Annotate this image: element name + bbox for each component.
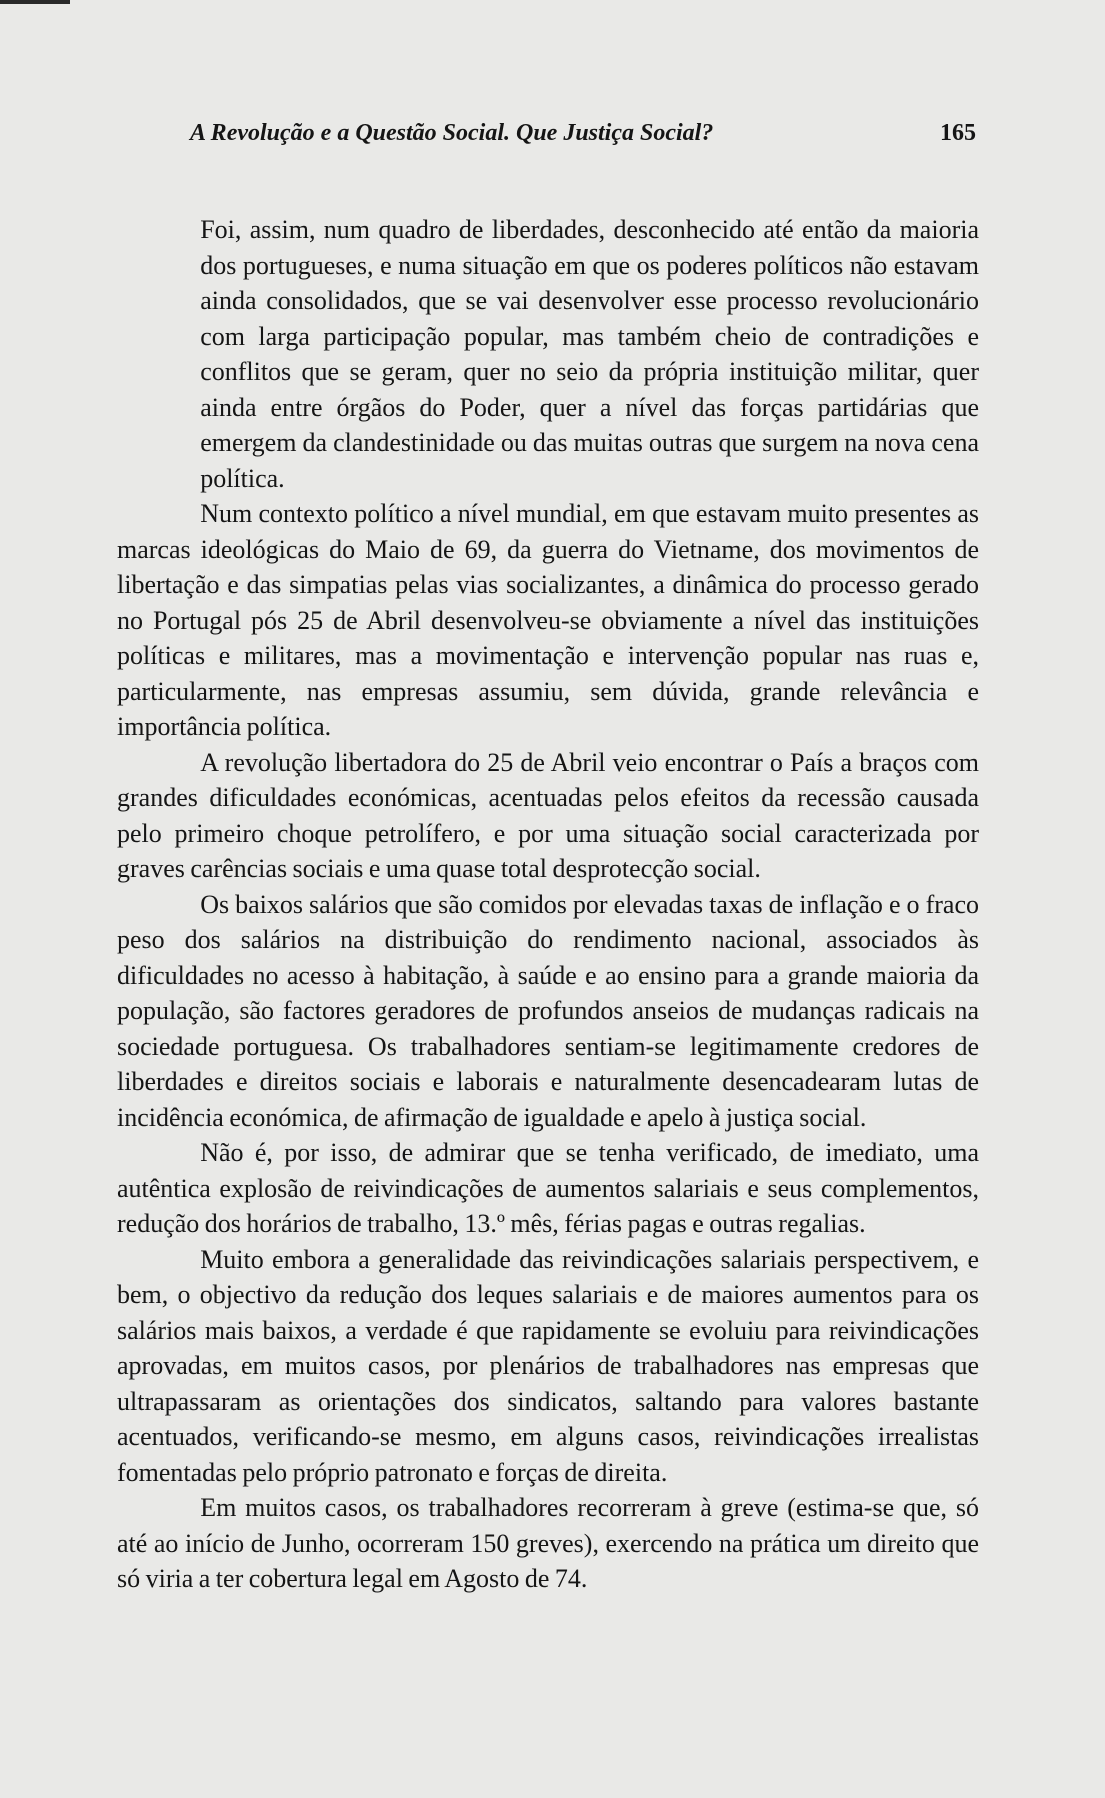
paragraph: Não é, por isso, de admirar que se tenha verificado, de imediato, uma autêntica explosão de reivindicações de aumentos salariais e seus complementos, redução dos horários de trabalho, 13.º mês, férias pagas e outras regalias. [117,1138,979,1238]
page-header [190,116,976,150]
paragraph: Em muitos casos, os trabalhadores recorreram à greve (estima-se que, só até ao início de Junho, ocorreram 150 greves), exercendo na prática um direito que só viria a ter cobertura legal em Agosto de 74. [117,1493,979,1593]
text-body [117,212,979,1597]
paragraph: A revolução libertadora do 25 de Abril veio encontrar o País a braços com grandes dificuldades económicas, acentuadas pelos efeitos da recessão causada pelo primeiro choque petrolífero, e por uma situação social caracterizada por graves carências sociais e uma quase total desprotecção social. [117,747,979,883]
paragraph: Muito embora a generalidade das reivindicações salariais perspectivem, e bem, o objectivo da redução dos leques salariais e de maiores aumentos para os salários mais baixos, a verdade é que rapidamente se evoluiu para reivindicações aprovadas, em muitos casos, por plenários de trabalhadores nas empresas que ultrapassaram as orientações dos sindicatos, saltando para valores bastante acentuados, verificando-se mesmo, em alguns casos, reivindicações irrealistas fomentadas pelo próprio patronato e forças de direita. [117,1244,979,1487]
page-number: 165 [940,120,976,146]
page-edge-shadow [0,0,70,4]
paragraph: Foi, assim, num quadro de liberdades, desconhecido até então da maioria dos portugueses, e numa situação em que os poderes políticos não estavam ainda consolidados, que se vai desenvolver esse processo revolucionário com larga participação popular, mas também cheio de contradições e conflitos que se geram, quer no seio da própria instituição militar, quer ainda entre órgãos do Poder, quer a nível das forças partidárias que emergem da clandestinidade ou das muitas outras que surgem na nova cena política. [200,215,979,493]
running-title: A Revolução e a Questão Social. Que Justiça Social? [190,120,714,146]
paragraph: Os baixos salários que são comidos por elevadas taxas de inflação e o fraco peso dos salários na distribuição do rendimento nacional, associados às dificuldades no acesso à habitação, à saúde e ao ensino para a grande maioria da população, são factores geradores de profundos anseios de mudanças radicais na sociedade portuguesa. Os trabalhadores sentiam-se legitimamente credores de liberdades e direitos sociais e laborais e naturalmente desencadearam lutas de incidência económica, de afirmação de igualdade e apelo à justiça social. [117,889,979,1132]
paragraph: Num contexto político a nível mundial, em que estavam muito presentes as marcas ideológicas do Maio de 69, da guerra do Vietname, dos movimentos de libertação e das simpatias pelas vias socializantes, a dinâmica do processo gerado no Portugal pós 25 de Abril desenvolveu-se obviamente a nível das instituições políticas e militares, mas a movimentação e intervenção popular nas ruas e, particularmente, nas empresas assumiu, sem dúvida, grande relevância e importância política. [117,499,979,741]
